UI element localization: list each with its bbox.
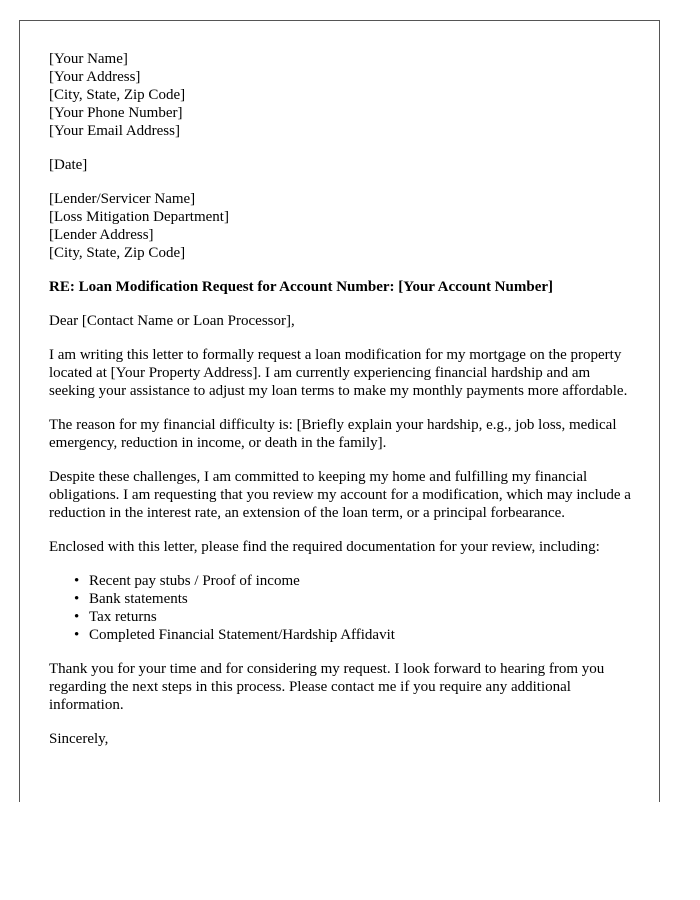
letter-page [19, 20, 660, 802]
recipient-city-state-zip: [City, State, Zip Code] [49, 245, 186, 261]
recipient-block [49, 190, 639, 262]
enclosure-label: Tax returns [89, 609, 157, 625]
enclosure-label: Completed Financial Statement/Hardship Affidavit [89, 627, 395, 643]
list-item [74, 572, 639, 590]
sender-name: [Your Name] [49, 51, 128, 67]
letter-date: [Date] [49, 157, 88, 173]
recipient-name: [Lender/Servicer Name] [49, 191, 196, 207]
bullet-icon: • [74, 627, 80, 643]
date-block [49, 156, 639, 174]
bullet-icon: • [74, 573, 80, 589]
sender-address: [Your Address] [49, 69, 141, 85]
sender-city-state-zip: [City, State, Zip Code] [49, 87, 186, 103]
enclosure-label: Bank statements [89, 591, 188, 607]
enclosure-label: Recent pay stubs / Proof of income [89, 573, 300, 589]
recipient-department: [Loss Mitigation Department] [49, 209, 229, 225]
sender-phone: [Your Phone Number] [49, 105, 183, 121]
recipient-address: [Lender Address] [49, 227, 154, 243]
salutation: Dear [Contact Name or Loan Processor], [49, 313, 295, 329]
bullet-icon: • [74, 591, 80, 607]
body-paragraph-hardship: The reason for my financial difficulty is: [Briefly explain your hardship, e.g., job loss, medical emergency, reduction in income, or death in the family]. [49, 417, 617, 451]
closing: Sincerely, [49, 731, 109, 747]
sender-block [49, 50, 639, 140]
list-item [74, 590, 639, 608]
body-paragraph-commitment: Despite these challenges, I am committed to keeping my home and fulfilling my financial obligations. I am requesting that you review my account for a modification, which may include a reduction in the interest rate, an extension of the loan term, or a principal forbearance. [49, 469, 631, 521]
sender-email: [Your Email Address] [49, 123, 180, 139]
list-item [74, 608, 639, 626]
body-paragraph-enclosures: Enclosed with this letter, please find the required documentation for your review, including: [49, 539, 600, 555]
bullet-icon: • [74, 609, 80, 625]
letter-content [49, 50, 639, 764]
body-paragraph-request: I am writing this letter to formally request a loan modification for my mortgage on the property located at [Your Property Address]. I am currently experiencing financial hardship and am seeking your assistance to adjust my loan terms to make my monthly payments more affordable. [49, 347, 628, 399]
subject-line: RE: Loan Modification Request for Account Number: [Your Account Number] [49, 279, 554, 295]
list-item [74, 626, 639, 644]
closing-paragraph: Thank you for your time and for considering my request. I look forward to hearing from you regarding the next steps in this process. Please contact me if you require any additional information. [49, 661, 605, 713]
enclosure-list [49, 572, 639, 644]
